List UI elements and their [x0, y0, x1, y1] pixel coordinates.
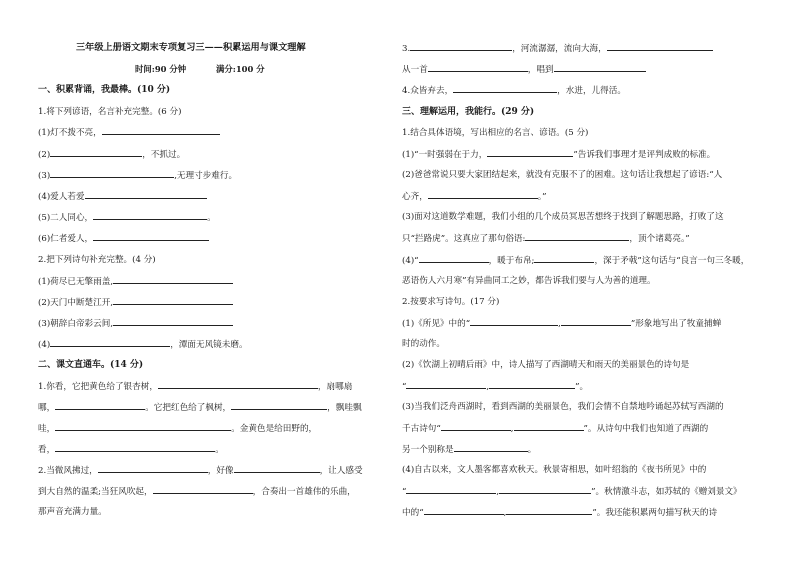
passage-2-line-1: [38, 464, 363, 477]
q1-item-5-end: 。: [207, 213, 216, 223]
answer-blank[interactable]: [419, 254, 489, 263]
q32-line-8: (4)自古以来，文人墨客都喜欢秋天。秋景寄相思，如叶绍翁的《夜书所见》中的: [402, 465, 707, 475]
q1-item-3: [38, 169, 237, 182]
q32-text: ”。: [575, 382, 589, 392]
q32-text: 另一个别称是: [402, 445, 454, 455]
answer-blank[interactable]: [113, 296, 233, 305]
q1-item-2-text: (2): [38, 150, 51, 160]
answer-blank[interactable]: [55, 422, 231, 431]
q4-text: ，水进，儿得活。: [557, 86, 626, 96]
answer-blank[interactable]: [514, 422, 584, 431]
passage-1-text: 看，: [38, 445, 56, 455]
answer-blank[interactable]: [453, 84, 557, 93]
q32-text: ”形象地写出了牧童捕蝉: [630, 319, 722, 329]
q32-text: ”。从诗句中我们也知道了西湖的: [583, 424, 709, 434]
passage-1-line-1: [38, 380, 352, 393]
q32-text: ”。秋情激斗志，如苏轼的《赠刘景文》: [591, 487, 742, 497]
exam-time: 时间:90 分钟: [135, 64, 187, 74]
q1-item-2: [38, 148, 185, 161]
q32-line-7: [402, 443, 536, 456]
q32-line-5: (3)当我们泛舟西湖时，看到西湖的美丽景色，我们会情不自禁地吟诵起苏轼写西湖的: [402, 402, 724, 412]
answer-blank[interactable]: [153, 485, 253, 494]
section-2-heading: 二、课文直通车。(14 分): [38, 360, 144, 370]
answer-blank[interactable]: [50, 148, 142, 157]
q1-item-1: [38, 126, 220, 139]
q4-text: 3.: [402, 44, 411, 54]
q31-text: 。”: [537, 192, 547, 202]
passage-2-text: 到大自然的温柔;当狂风吹起，: [38, 487, 153, 497]
q32-line-2: 时的动作。: [402, 339, 445, 349]
answer-blank[interactable]: [534, 254, 594, 263]
q32-text: ,: [486, 382, 490, 392]
answer-blank[interactable]: [113, 275, 233, 284]
q2-item-4-text: (4): [38, 340, 51, 350]
q4-line-2: [402, 63, 646, 76]
question-1-1: 1.将下列谚语，名言补充完整。(6 分): [38, 107, 182, 117]
question-3-1: 1.结合具体语境，写出相应的名言、谚语。(5 分): [402, 128, 589, 138]
q32-text: ,: [496, 487, 500, 497]
answer-blank[interactable]: [607, 42, 713, 51]
passage-2-text: ，好像: [207, 466, 234, 476]
answer-blank[interactable]: [102, 126, 220, 135]
q32-text: “: [402, 487, 407, 497]
answer-blank[interactable]: [499, 485, 591, 494]
q2-item-4-tail: ，潭面无风镜未磨。: [170, 340, 248, 350]
passage-2-text: ，合奏出一首雄伟的乐曲，: [252, 487, 356, 497]
q31-line-5: [402, 232, 690, 245]
passage-1-text: 。它把红色给了枫树，: [145, 403, 232, 413]
q32-line-4: [402, 380, 588, 393]
q4-text: 4.众皆弃去，: [402, 86, 454, 96]
q1-item-4-text: (4)爱人若爱: [38, 192, 85, 202]
passage-1-text: 哇，: [38, 424, 56, 434]
q31-text: ”告诉我们事理才是评判成败的标准。: [573, 150, 716, 160]
page-title: 三年级上册语文期末专项复习三——积累运用与课文理解: [76, 42, 306, 53]
q31-text: (4)“: [402, 256, 419, 266]
q31-line-1: [402, 148, 715, 161]
answer-blank[interactable]: [428, 63, 528, 72]
q31-line-6: [402, 254, 749, 267]
q32-text: ”。我还能积累两句描写秋天的诗: [592, 508, 718, 518]
answer-blank[interactable]: [55, 401, 145, 410]
q2-item-2-text: (2)天门中断楚江开,: [38, 298, 114, 308]
answer-blank[interactable]: [428, 190, 538, 199]
answer-blank[interactable]: [424, 506, 504, 515]
passage-1-text: ，扇哪扇: [317, 382, 353, 392]
passage-1-line-2: [38, 401, 362, 414]
q2-item-1-text: (1)荷尽已无擎雨盖,: [38, 277, 114, 287]
q31-line-2: (2)爸爸常说只要大家团结起来，就没有克服不了的困难。这句话让我想起了谚语:“人: [402, 170, 723, 180]
q1-item-3-tail: ,无理寸步难行。: [174, 171, 238, 181]
answer-blank[interactable]: [554, 63, 646, 72]
answer-blank[interactable]: [441, 422, 511, 431]
answer-blank[interactable]: [93, 211, 207, 220]
q31-line-7: 恶语伤人六月寒”有异曲同工之妙，都告诉我们要与人为善的道理。: [402, 276, 656, 286]
answer-blank[interactable]: [525, 232, 629, 241]
answer-blank[interactable]: [506, 506, 592, 515]
answer-blank[interactable]: [489, 380, 575, 389]
q31-text: ，深于矛戟”这句话与“良言一句三冬暖，: [594, 256, 750, 266]
answer-blank[interactable]: [55, 443, 215, 452]
q31-text: ，顶个诸葛亮。”: [629, 234, 690, 244]
q1-item-4: [38, 190, 207, 203]
q4-line-1: [402, 42, 713, 55]
q32-line-10: [402, 506, 717, 519]
q32-text: “: [402, 382, 407, 392]
q1-item-5-text: (5)二人同心，: [38, 213, 94, 223]
q1-item-6: [38, 232, 209, 245]
answer-blank[interactable]: [470, 317, 558, 326]
answer-blank[interactable]: [50, 169, 174, 178]
q1-item-5: [38, 211, 216, 224]
q4-text: ，唱到: [527, 65, 554, 75]
q32-text: 。: [527, 445, 537, 455]
q32-text: 中的“: [402, 508, 424, 518]
q1-item-2-tail: ，不抓过。: [142, 150, 186, 160]
q31-text: 心齐，: [402, 192, 428, 202]
answer-blank[interactable]: [93, 232, 209, 241]
q31-text: ，暖于布帛;: [488, 256, 535, 266]
q32-text: 千古诗句“: [402, 424, 441, 434]
passage-1-text: 。: [215, 445, 224, 455]
answer-blank[interactable]: [561, 317, 631, 326]
q31-line-4: (3)面对这道数学难题，我们小组的几个成员冥思苦想终于找到了解题思路，打败了这: [402, 212, 724, 222]
section-3-heading: 三、理解运用，我能行。(29 分): [402, 107, 535, 117]
passage-1-text: 1.你看，它把黄色给了银杏树，: [38, 382, 158, 392]
passage-2-line-2: [38, 485, 356, 498]
q1-item-3-text: (3): [38, 171, 51, 181]
answer-blank[interactable]: [85, 190, 207, 199]
answer-blank[interactable]: [231, 401, 327, 410]
q32-text: ,: [558, 319, 561, 329]
q2-item-3-text: (3)朝辞白帝彩云间,: [38, 319, 114, 329]
answer-blank[interactable]: [234, 464, 320, 473]
q32-line-6: [402, 422, 708, 435]
q2-item-3: [38, 317, 233, 330]
q1-item-1-text: (1)灯不拨不亮，: [38, 128, 102, 138]
q32-line-3: (2)《饮湖上初晴后雨》中，诗人描写了西湖晴天和雨天的美丽景色的诗句是: [402, 360, 690, 370]
answer-blank[interactable]: [406, 380, 486, 389]
answer-blank[interactable]: [50, 338, 170, 347]
exam-score: 满分:100 分: [216, 64, 265, 74]
q31-text: 只“拦路虎”。这真应了那句俗语:: [402, 234, 526, 244]
answer-blank[interactable]: [113, 317, 233, 326]
q2-item-1: [38, 275, 233, 288]
answer-blank[interactable]: [406, 485, 496, 494]
passage-1-text: 。金黄色是给田野的，: [231, 424, 318, 434]
passage-1-text: 哪，: [38, 403, 56, 413]
section-1-heading: 一、积累背诵，我最棒。(10 分): [38, 85, 171, 95]
q1-item-6-text: (6)仁者爱人，: [38, 234, 94, 244]
passage-1-line-3: [38, 422, 317, 435]
answer-blank[interactable]: [410, 42, 512, 51]
q32-line-9: [402, 485, 742, 498]
passage-2-text: ，让人感受: [319, 466, 363, 476]
q4-text: 从一首: [402, 65, 428, 75]
passage-2-line-3: 那声音充满力量。: [38, 507, 107, 517]
q32-text: (1)《所见》中的“: [402, 319, 471, 329]
answer-blank[interactable]: [487, 148, 573, 157]
question-1-2: 2.把下列诗句补充完整。(4 分): [38, 255, 156, 265]
passage-2-text: 2.当微风拂过，: [38, 466, 98, 476]
q2-item-4: [38, 338, 248, 351]
q31-text: (1)“一时强弱在于力，: [402, 150, 488, 160]
question-3-2: 2.按要求写诗句。(17 分): [402, 297, 500, 307]
q2-item-2: [38, 296, 233, 309]
answer-blank[interactable]: [454, 443, 528, 452]
q32-text: ,: [510, 424, 514, 434]
passage-1-text: ，飘哇飘: [327, 403, 362, 413]
answer-blank[interactable]: [98, 464, 208, 473]
q31-line-3: [402, 190, 546, 203]
q32-line-1: [402, 317, 721, 330]
passage-1-line-4: [38, 443, 224, 456]
q4-text: ，河流潺潺，流向大海，: [512, 44, 607, 54]
q4-line-3: [402, 84, 626, 97]
answer-blank[interactable]: [158, 380, 318, 389]
q32-text: ,: [503, 508, 507, 518]
